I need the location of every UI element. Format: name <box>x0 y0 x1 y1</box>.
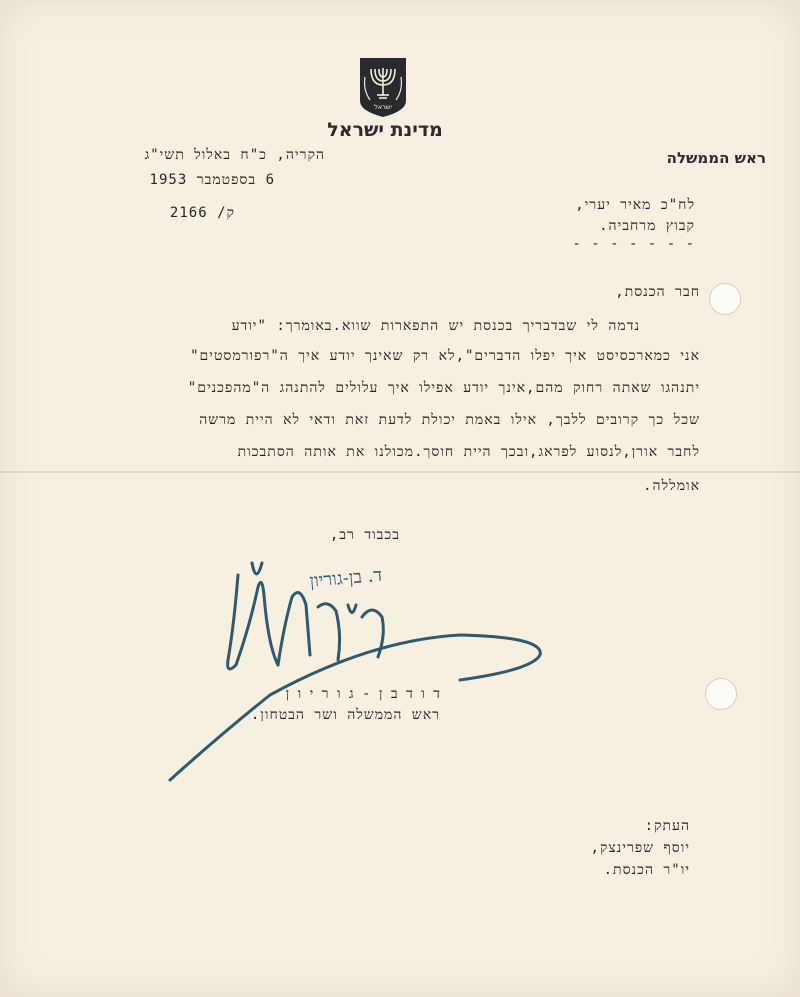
body-line-1: נדמה לי שבדבריך בכנסת יש התפארות שווא.באומרך: "יודע <box>231 318 640 334</box>
body-line-2: אני כמארכסיסט איך יפלו הדברים",לא רק שאינך יודע איך ה"רפורמסטים" <box>190 348 700 364</box>
valediction: בכבוד רב, <box>329 527 400 543</box>
body-line-5: לחבר אורן,לנסוע לפראג,ובכך היית חוסך.מכולנו את אותה הסתבכות <box>237 444 700 460</box>
copy-label: העתק: <box>644 818 690 834</box>
body-line-3: יתנהגו שאתה רחוק מהם,אינך יודע אפילו איך עלולים להתנהג ה"מהפכנים" <box>187 380 700 396</box>
emblem-caption: ישראל <box>374 103 392 111</box>
handwritten-signature <box>160 545 560 790</box>
salutation: חבר הכנסת, <box>615 284 700 300</box>
office-heading: ראש הממשלה <box>666 149 766 167</box>
punch-hole-top <box>709 283 741 315</box>
menorah-emblem-icon <box>357 55 409 119</box>
copy-recipient-title: יו"ר הכנסת. <box>603 862 690 878</box>
body-line-6: אומללה. <box>643 478 700 494</box>
signer-title: ראש הממשלה ושר הבטחון. <box>250 707 440 723</box>
punch-hole-bottom <box>705 678 737 710</box>
body-line-4: שכל כך קרובים ללבך, אילו באמת יכולת לדעת זאת ודאי לא היית מרשה <box>199 412 700 428</box>
fold-crease <box>0 471 800 473</box>
recipient-name: לח"כ מאיר יערי, <box>575 197 695 213</box>
signature-initials: ד. בן-גוריון <box>308 564 383 592</box>
recipient-underline: - - - - - - - <box>572 236 695 252</box>
reference-number: ק/ 2166 <box>169 205 235 221</box>
dateline-gregorian: 6 בספטמבר 1953 <box>149 172 275 188</box>
state-name-heading: מדינת ישראל <box>327 119 443 141</box>
signer-name: ד ו ד ב ן - ג ו ר י ו ן <box>285 686 440 702</box>
copy-recipient-name: יוסף שפרינצק, <box>590 840 690 856</box>
recipient-address: קבוץ מרחביה. <box>599 218 695 234</box>
dateline-hebrew: הקריה, כ"ח באלול תשי"ג <box>144 147 325 163</box>
